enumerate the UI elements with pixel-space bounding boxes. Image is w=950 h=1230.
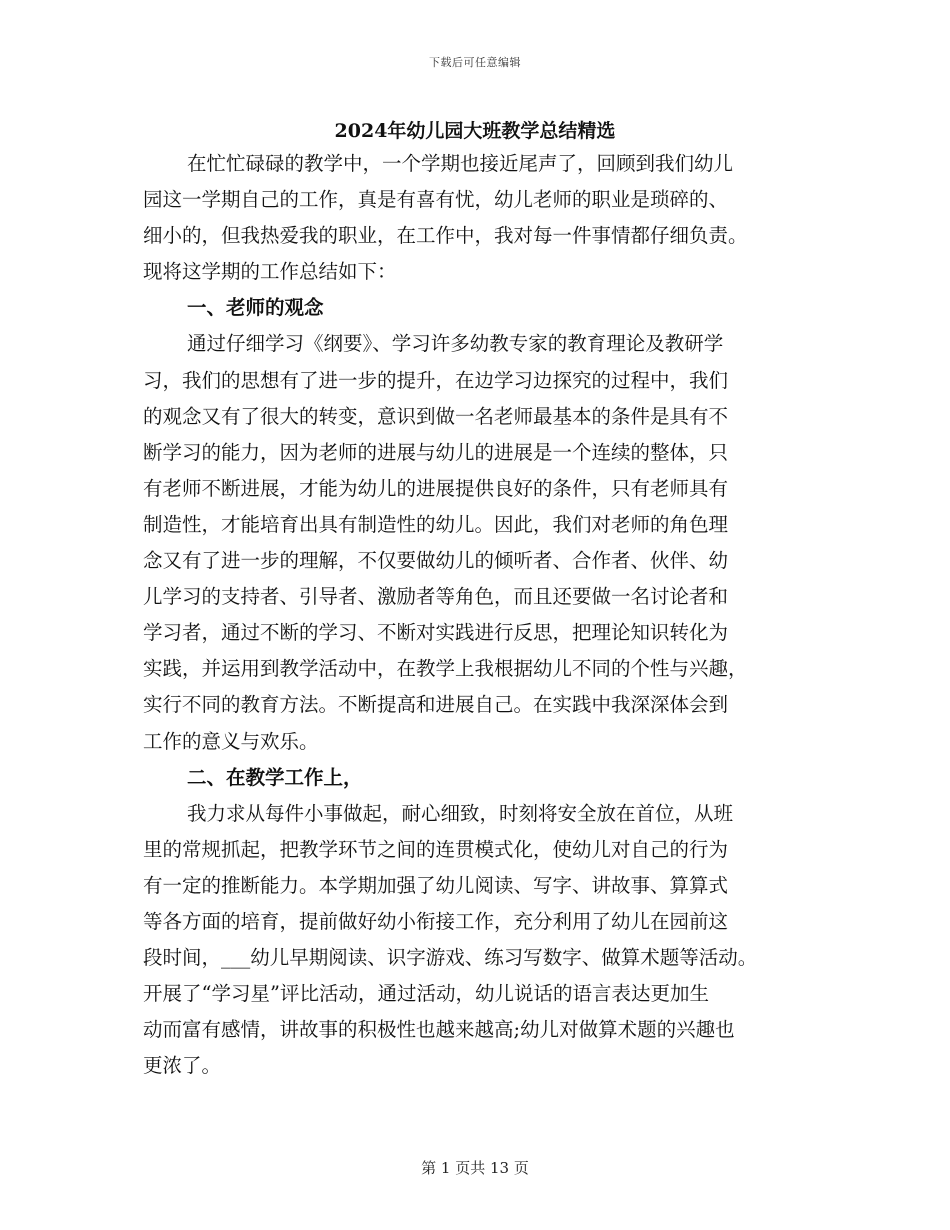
- paragraph-line: 有老师不断进展，才能为幼儿的进展提供良好的条件，只有老师具有: [143, 476, 729, 500]
- paragraph-line: 实行不同的教育方法。不断提高和进展自己。在实践中我深深体会到: [143, 693, 729, 717]
- paragraph-line: 通过仔细学习《纲要》、学习许多幼教专家的教育理论及教研学: [187, 332, 724, 356]
- paragraph-line: 段时间，___幼儿早期阅读、识字游戏、练习写数字、做算术题等活动。: [143, 946, 758, 970]
- paragraph-line: 工作的意义与欢乐。: [143, 729, 319, 753]
- paragraph-line: 学习者，通过不断的学习、不断对实践进行反思，把理论知识转化为: [143, 621, 729, 645]
- paragraph-line: 里的常规抓起，把教学环节之间的连贯模式化，使幼儿对自己的行为: [143, 837, 729, 861]
- document-title: 2024年幼儿园大班教学总结精选: [334, 120, 616, 142]
- paragraph-line: 等各方面的培育，提前做好幼小衔接工作，充分利用了幼儿在园前这: [143, 909, 729, 933]
- paragraph-line: 更浓了。: [143, 1054, 222, 1078]
- paragraph-line: 在忙忙碌碌的教学中，一个学期也接近尾声了，回顾到我们幼儿: [187, 152, 734, 175]
- paragraph-line: 儿学习的支持者、引导者、激励者等角色，而且还要做一名讨论者和: [143, 585, 729, 609]
- paragraph-line: 习，我们的思想有了进一步的提升，在边学习边探究的过程中，我们: [143, 368, 729, 392]
- paragraph-line: 我力求从每件小事做起，耐心细致，时刻将安全放在首位，从班: [187, 801, 734, 825]
- paragraph-line: 现将这学期的工作总结如下：: [143, 260, 397, 284]
- header-note: 下载后可任意编辑: [429, 56, 521, 69]
- paragraph-line: 细小的，但我热爱我的职业，在工作中，我对每一件事情都仔细负责。: [143, 224, 748, 248]
- paragraph-line: 园这一学期自己的工作，真是有喜有忧，幼儿老师的职业是琐碎的、: [143, 188, 729, 212]
- paragraph-line: 念又有了进一步的理解，不仅要做幼儿的倾听者、合作者、伙伴、幼: [143, 549, 729, 573]
- paragraph-line: 实践，并运用到教学活动中，在教学上我根据幼儿不同的个性与兴趣，: [143, 657, 748, 681]
- paragraph-line: 断学习的能力，因为老师的进展与幼儿的进展是一个连续的整体，只: [143, 440, 729, 464]
- page-number: 第 1 页共 13 页: [421, 1159, 529, 1177]
- paragraph-line: 动而富有感情，讲故事的积极性也越来越高;幼儿对做算术题的兴趣也: [143, 1018, 735, 1042]
- section-heading-teaching-work: 二、在教学工作上，: [187, 765, 363, 789]
- section-heading-teacher-concept: 一、老师的观念: [187, 296, 324, 320]
- paragraph-line: 的观念又有了很大的转变，意识到做一名老师最基本的条件是具有不: [143, 404, 729, 428]
- paragraph-line: 制造性，才能培育出具有制造性的幼儿。因此，我们对老师的角色理: [143, 512, 729, 536]
- document-body: [143, 146, 808, 1084]
- paragraph-line: 开展了“学习星”评比活动，通过活动，幼儿说话的语言表达更加生: [143, 982, 709, 1006]
- paragraph-line: 有一定的推断能力。本学期加强了幼儿阅读、写字、讲故事、算算式: [143, 873, 729, 897]
